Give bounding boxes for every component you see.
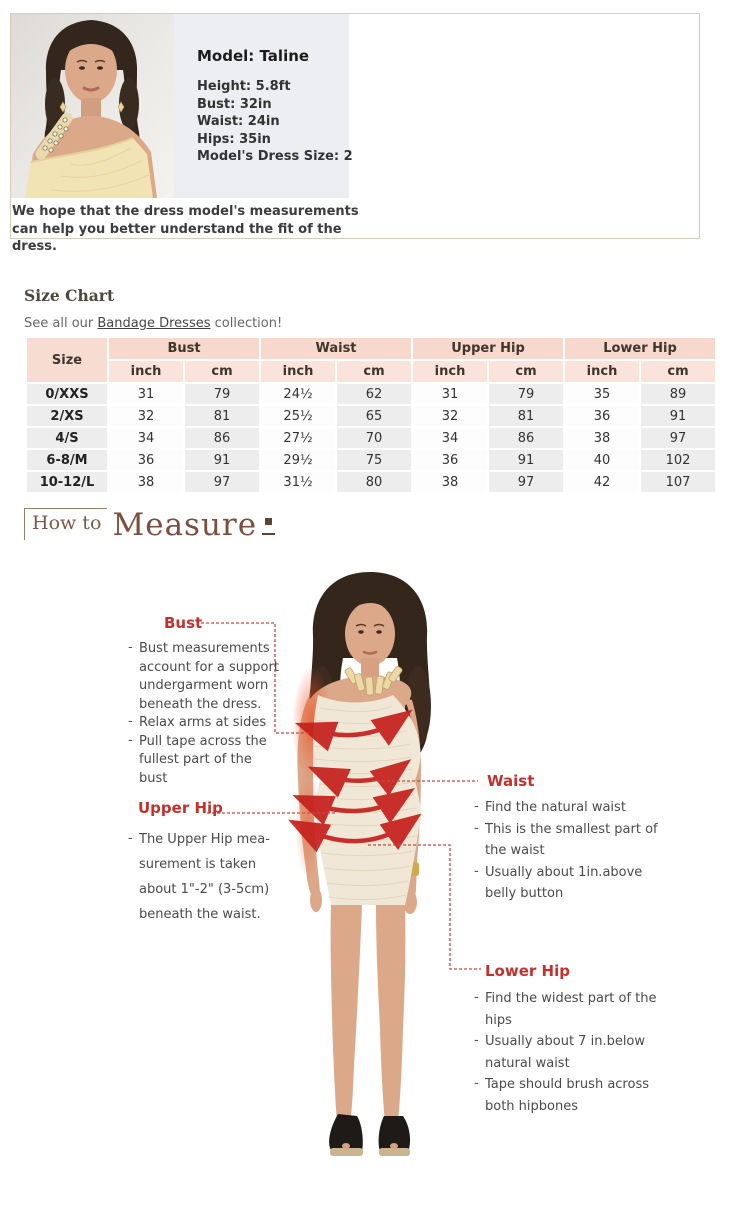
model-info-box xyxy=(10,13,700,254)
table-units-row xyxy=(27,361,715,382)
model-stat-hips: Hips: 35in xyxy=(197,131,271,147)
upper-hip-label: Upper Hip xyxy=(138,799,223,817)
collection-line xyxy=(24,316,282,331)
model-stats-list xyxy=(197,78,353,166)
group-header-waist: Waist xyxy=(261,338,411,359)
lower-hip-label: Lower Hip xyxy=(485,962,570,980)
cell: 25½ xyxy=(261,406,335,426)
cell: 89 xyxy=(641,384,715,404)
cell: 81 xyxy=(185,406,259,426)
cell: 91 xyxy=(489,450,563,470)
lower-hip-bullet: - Find the widest part of the hips xyxy=(473,988,671,1031)
table-row xyxy=(27,406,715,426)
unit-header: inch xyxy=(413,361,487,382)
cell: 38 xyxy=(413,472,487,492)
cell: 34 xyxy=(413,428,487,448)
model-stat-waist: Waist: 24in xyxy=(197,114,280,129)
size-chart-heading: Size Chart xyxy=(24,286,115,305)
cell: 36 xyxy=(109,450,183,470)
cell: 32 xyxy=(413,406,487,426)
cell: 97 xyxy=(489,472,563,492)
cell: 36 xyxy=(413,450,487,470)
cell: 97 xyxy=(185,472,259,492)
unit-header: cm xyxy=(185,361,259,382)
model-name-title: Model: Taline xyxy=(197,47,310,65)
unit-header: cm xyxy=(489,361,563,382)
waist-bullet: - Usually about 1in.above belly button xyxy=(473,862,661,905)
cell: 38 xyxy=(109,472,183,492)
cell: 80 xyxy=(337,472,411,492)
cell: 75 xyxy=(337,450,411,470)
unit-header: cm xyxy=(641,361,715,382)
cell: 35 xyxy=(565,384,639,404)
bust-bullet: - Pull tape across the fullest part of the bust xyxy=(127,733,279,789)
model-stat-height: Height: 5.8ft xyxy=(197,79,291,94)
size-chart-table xyxy=(25,336,717,494)
collection-suffix: collection! xyxy=(210,316,283,331)
cell: 65 xyxy=(337,406,411,426)
model-note: We hope that the dress model's measurements can help you better understand the fit of the dress. xyxy=(12,204,359,254)
heading-square-decoration xyxy=(265,518,272,525)
unit-header: inch xyxy=(261,361,335,382)
cell: 34 xyxy=(109,428,183,448)
cell: 42 xyxy=(565,472,639,492)
bust-bullet: - Relax arms at sides xyxy=(127,714,279,733)
cell: 40 xyxy=(565,450,639,470)
cell: 32 xyxy=(109,406,183,426)
group-header-upper-hip: Upper Hip xyxy=(413,338,563,359)
bandage-dresses-link[interactable]: Bandage Dresses xyxy=(97,316,211,331)
size-column-header: Size xyxy=(27,338,107,382)
cell: 97 xyxy=(641,428,715,448)
model-measurements xyxy=(197,47,353,166)
cell: 38 xyxy=(565,428,639,448)
cell: 107 xyxy=(641,472,715,492)
waist-bullet: - This is the smallest part of the waist xyxy=(473,819,661,862)
cell: 86 xyxy=(185,428,259,448)
cell: 81 xyxy=(489,406,563,426)
group-header-bust: Bust xyxy=(109,338,259,359)
collection-prefix: See all our xyxy=(24,316,98,331)
table-row xyxy=(27,428,715,448)
cell: 27½ xyxy=(261,428,335,448)
table-group-header-row xyxy=(27,338,715,359)
size-label: 0/XXS xyxy=(27,384,107,404)
upper-hip-bullets xyxy=(127,827,277,927)
model-stat-bust: Bust: 32in xyxy=(197,96,272,112)
cell: 29½ xyxy=(261,450,335,470)
waist-bullet: - Find the natural waist xyxy=(473,797,661,819)
heading-how-to: How to xyxy=(24,508,107,540)
waist-label: Waist xyxy=(487,772,535,790)
cell: 79 xyxy=(185,384,259,404)
group-header-lower-hip: Lower Hip xyxy=(565,338,715,359)
cell: 79 xyxy=(489,384,563,404)
lower-hip-bullets xyxy=(473,988,671,1117)
model-stat-dress-size: Model's Dress Size: 2 xyxy=(197,149,353,164)
cell: 24½ xyxy=(261,384,335,404)
table-row xyxy=(27,384,715,404)
size-label: 10-12/L xyxy=(27,472,107,492)
cell: 86 xyxy=(489,428,563,448)
upper-hip-bullet: - The Upper Hip mea-surement is taken about 1"-2" (3-5cm) beneath the waist. xyxy=(127,827,277,927)
size-label: 4/S xyxy=(27,428,107,448)
cell: 91 xyxy=(185,450,259,470)
waist-bullets xyxy=(473,797,661,905)
heading-measure: Measure xyxy=(112,507,258,543)
model-photo xyxy=(11,14,174,198)
cell: 31½ xyxy=(261,472,335,492)
size-label: 6-8/M xyxy=(27,450,107,470)
cell: 36 xyxy=(565,406,639,426)
how-to-measure-heading xyxy=(24,508,272,542)
table-row xyxy=(27,472,715,492)
bust-label: Bust xyxy=(164,614,203,632)
size-label: 2/XS xyxy=(27,406,107,426)
cell: 31 xyxy=(109,384,183,404)
table-row xyxy=(27,450,715,470)
cell: 91 xyxy=(641,406,715,426)
cell: 31 xyxy=(413,384,487,404)
bust-bullet: - Bust measurements account for a support undergarment worn beneath the dress. xyxy=(127,640,279,714)
cell: 102 xyxy=(641,450,715,470)
lower-hip-bullet: - Usually about 7 in.below natural waist xyxy=(473,1031,671,1074)
unit-header: inch xyxy=(565,361,639,382)
cell: 70 xyxy=(337,428,411,448)
unit-header: inch xyxy=(109,361,183,382)
cell: 62 xyxy=(337,384,411,404)
unit-header: cm xyxy=(337,361,411,382)
bust-bullets xyxy=(127,640,279,788)
lower-hip-bullet: - Tape should brush across both hipbones xyxy=(473,1074,671,1117)
